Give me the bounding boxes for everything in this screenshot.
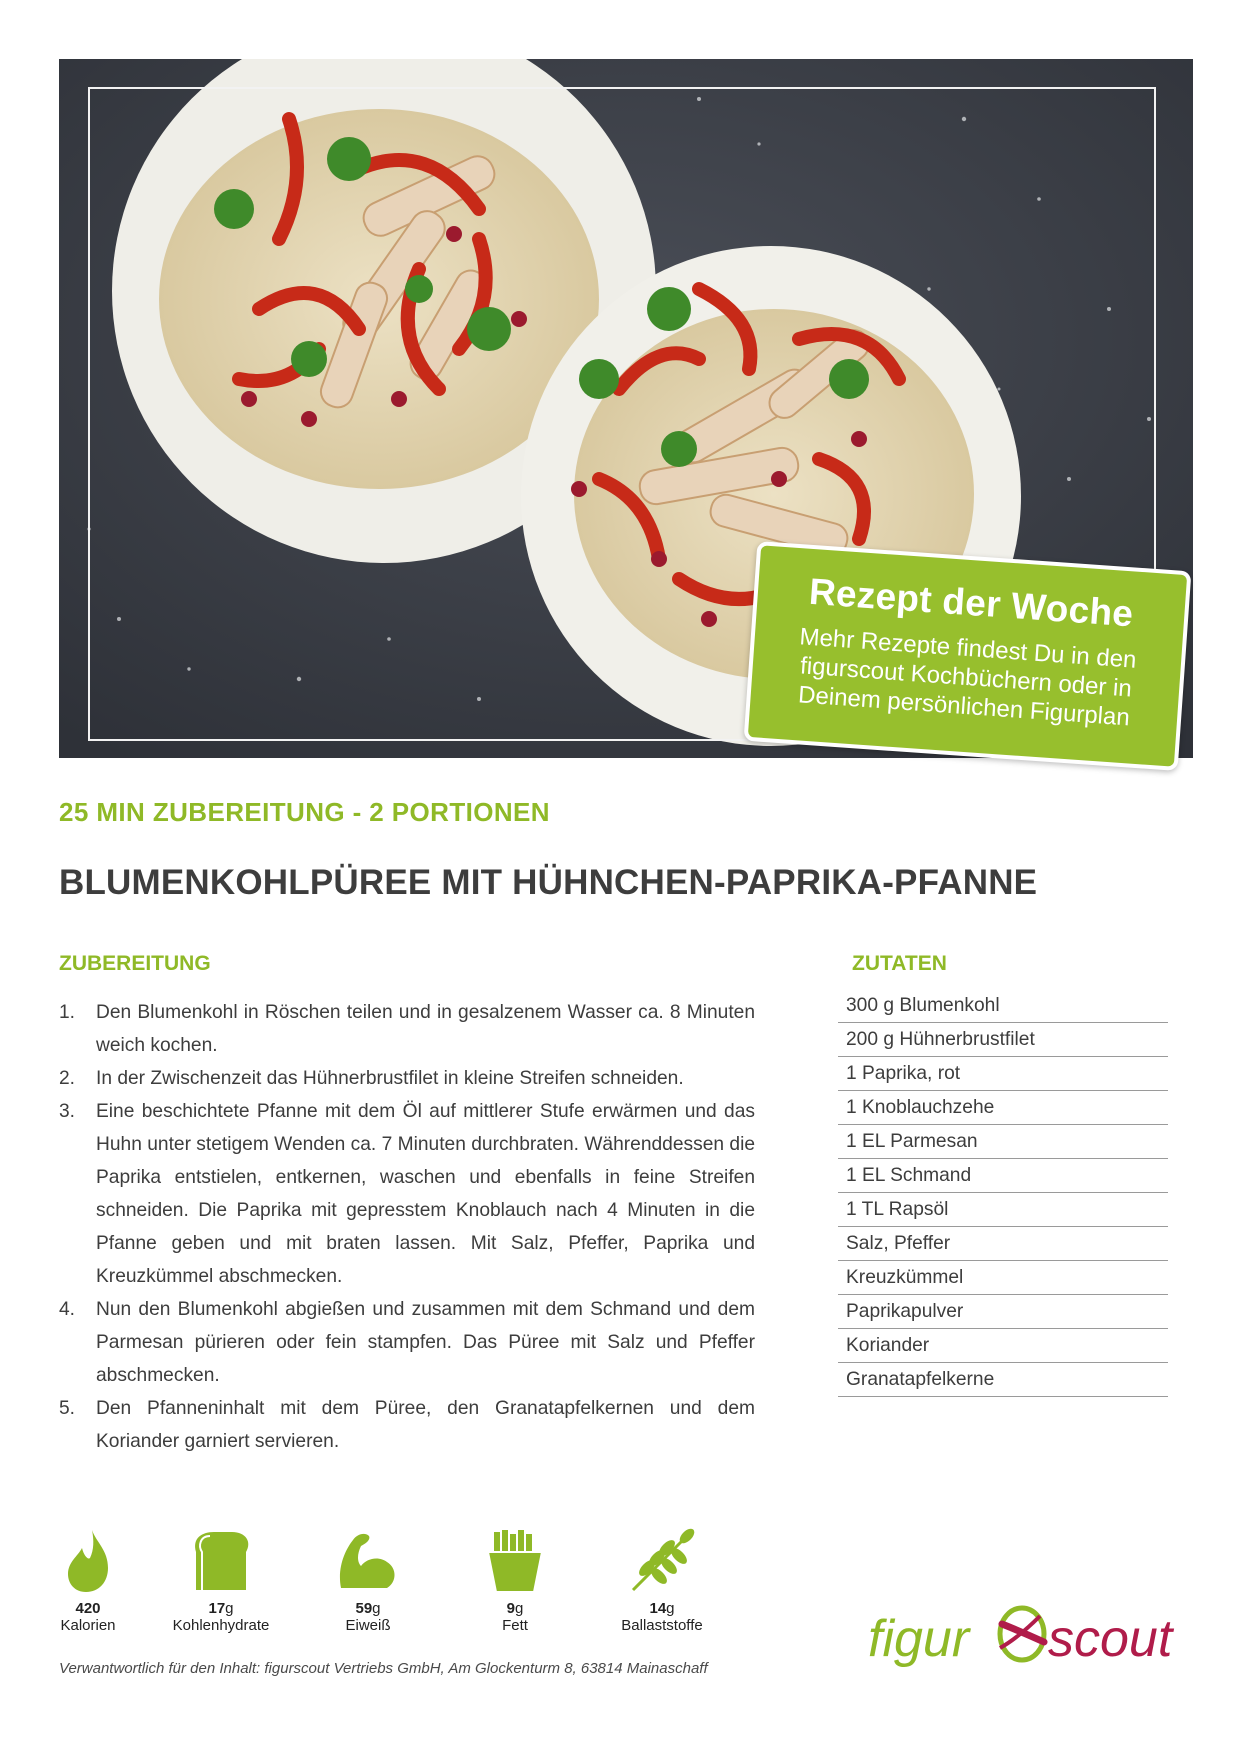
nutrition-value: 9 — [506, 1600, 515, 1617]
step-text: Eine beschichtete Pfanne mit dem Öl auf mittlerer Stufe erwärmen und das Huhn unter stetigem Wenden ca. 7 Minuten durchbraten. Währenddessen die Paprika entstielen, entkernen, waschen und ebenfalls in feine Streifen schneiden. Die Paprika mit gepresstem Knoblauch nach 4 Minuten in die Pfanne geben und mit braten lassen. Mit Salz, Pfeffer, Paprika und Kreuzkümmel abschmecken. — [96, 1101, 755, 1287]
step-item — [59, 1293, 755, 1392]
muscle-icon — [335, 1528, 401, 1594]
ingredient-item: Salz, Pfeffer — [838, 1227, 1168, 1261]
figurscout-logo — [868, 1598, 1178, 1680]
nutrition-label: Ballaststoffe — [621, 1617, 703, 1634]
step-text: In der Zwischenzeit das Hühnerbrustfilet in kleine Streifen schneiden. — [96, 1068, 684, 1089]
badge-title: Rezept der Woche — [807, 570, 1135, 635]
ingredient-item: Granatapfelkerne — [838, 1363, 1168, 1397]
logo-text-right: scout — [1048, 1610, 1173, 1668]
nutrition-unit: g — [225, 1600, 234, 1617]
ingredients-heading: ZUTATEN — [852, 952, 947, 975]
flame-icon — [66, 1528, 110, 1594]
logo-graphic — [868, 1598, 1178, 1680]
nutrition-fiber — [587, 1528, 737, 1634]
ingredients-list — [838, 989, 1168, 1397]
recipe-meta: 25 MIN ZUBEREITUNG - 2 PORTIONEN — [59, 797, 550, 827]
nutrition-unit: g — [372, 1600, 381, 1617]
step-text: Den Blumenkohl in Röschen teilen und in gesalzenem Wasser ca. 8 Minuten weich kochen. — [96, 1002, 755, 1056]
nutrition-unit: g — [515, 1600, 524, 1617]
preparation-heading: ZUBEREITUNG — [59, 952, 211, 975]
nutrition-label: Kohlenhydrate — [172, 1617, 270, 1634]
bread-icon — [188, 1528, 254, 1594]
nutrition-unit: g — [666, 1600, 675, 1617]
footer-imprint: Verwantwortlich für den Inhalt: figurscout Vertriebs GmbH, Am Glockenturm 8, 63814 Mainaschaff — [59, 1660, 708, 1677]
fries-icon — [482, 1528, 548, 1594]
nutrition-value: 59 — [355, 1600, 373, 1617]
nutrition-value: 420 — [75, 1600, 101, 1617]
nutrition-value: 17 — [208, 1600, 226, 1617]
step-item — [59, 1095, 755, 1293]
ingredient-item: Kreuzkümmel — [838, 1261, 1168, 1295]
ingredient-item: 1 TL Rapsöl — [838, 1193, 1168, 1227]
recipe-of-the-week-badge — [744, 541, 1192, 771]
step-item — [59, 1392, 755, 1458]
ingredient-item: Koriander — [838, 1329, 1168, 1363]
tape-measure-icon — [1000, 1608, 1044, 1660]
ingredient-item: 300 g Blumenkohl — [838, 989, 1168, 1023]
ingredient-item: 1 EL Schmand — [838, 1159, 1168, 1193]
nutrition-value: 14 — [649, 1600, 667, 1617]
step-text: Den Pfanneninhalt mit dem Püree, den Granatapfelkernen und dem Koriander garniert servieren. — [96, 1398, 755, 1452]
step-number: 3. — [59, 1101, 76, 1122]
ingredient-item: Paprikapulver — [838, 1295, 1168, 1329]
nutrition-calories — [13, 1528, 163, 1634]
ingredient-item: 1 Knoblauchzehe — [838, 1091, 1168, 1125]
ingredient-item: 1 EL Parmesan — [838, 1125, 1168, 1159]
step-item — [59, 996, 755, 1062]
ingredient-item: 200 g Hühnerbrustfilet — [838, 1023, 1168, 1057]
logo-text-left: figur — [868, 1610, 970, 1668]
nutrition-fat — [440, 1528, 590, 1634]
step-number: 5. — [59, 1398, 76, 1419]
nutrition-label: Fett — [502, 1617, 528, 1634]
badge-text: Mehr Rezepte findest Du in den figurscout Kochbüchern oder in Deinem persönlichen Figurplan — [797, 623, 1138, 732]
nutrition-protein — [293, 1528, 443, 1634]
preparation-steps — [59, 996, 755, 1458]
step-number: 4. — [59, 1299, 76, 1320]
nutrition-label: Kalorien — [60, 1617, 116, 1634]
nutrition-carbs — [146, 1528, 296, 1634]
ingredient-item: 1 Paprika, rot — [838, 1057, 1168, 1091]
recipe-title: BLUMENKOHLPÜREE MIT HÜHNCHEN-PAPRIKA-PFANNE — [59, 863, 1038, 902]
wheat-icon — [629, 1528, 695, 1594]
step-number: 2. — [59, 1068, 76, 1089]
step-item — [59, 1062, 755, 1095]
step-text: Nun den Blumenkohl abgießen und zusammen mit dem Schmand und dem Parmesan pürieren oder fein stampfen. Das Püree mit Salz und Pfeffer abschmecken. — [96, 1299, 755, 1386]
step-number: 1. — [59, 1002, 76, 1023]
nutrition-label: Eiweiß — [345, 1617, 391, 1634]
